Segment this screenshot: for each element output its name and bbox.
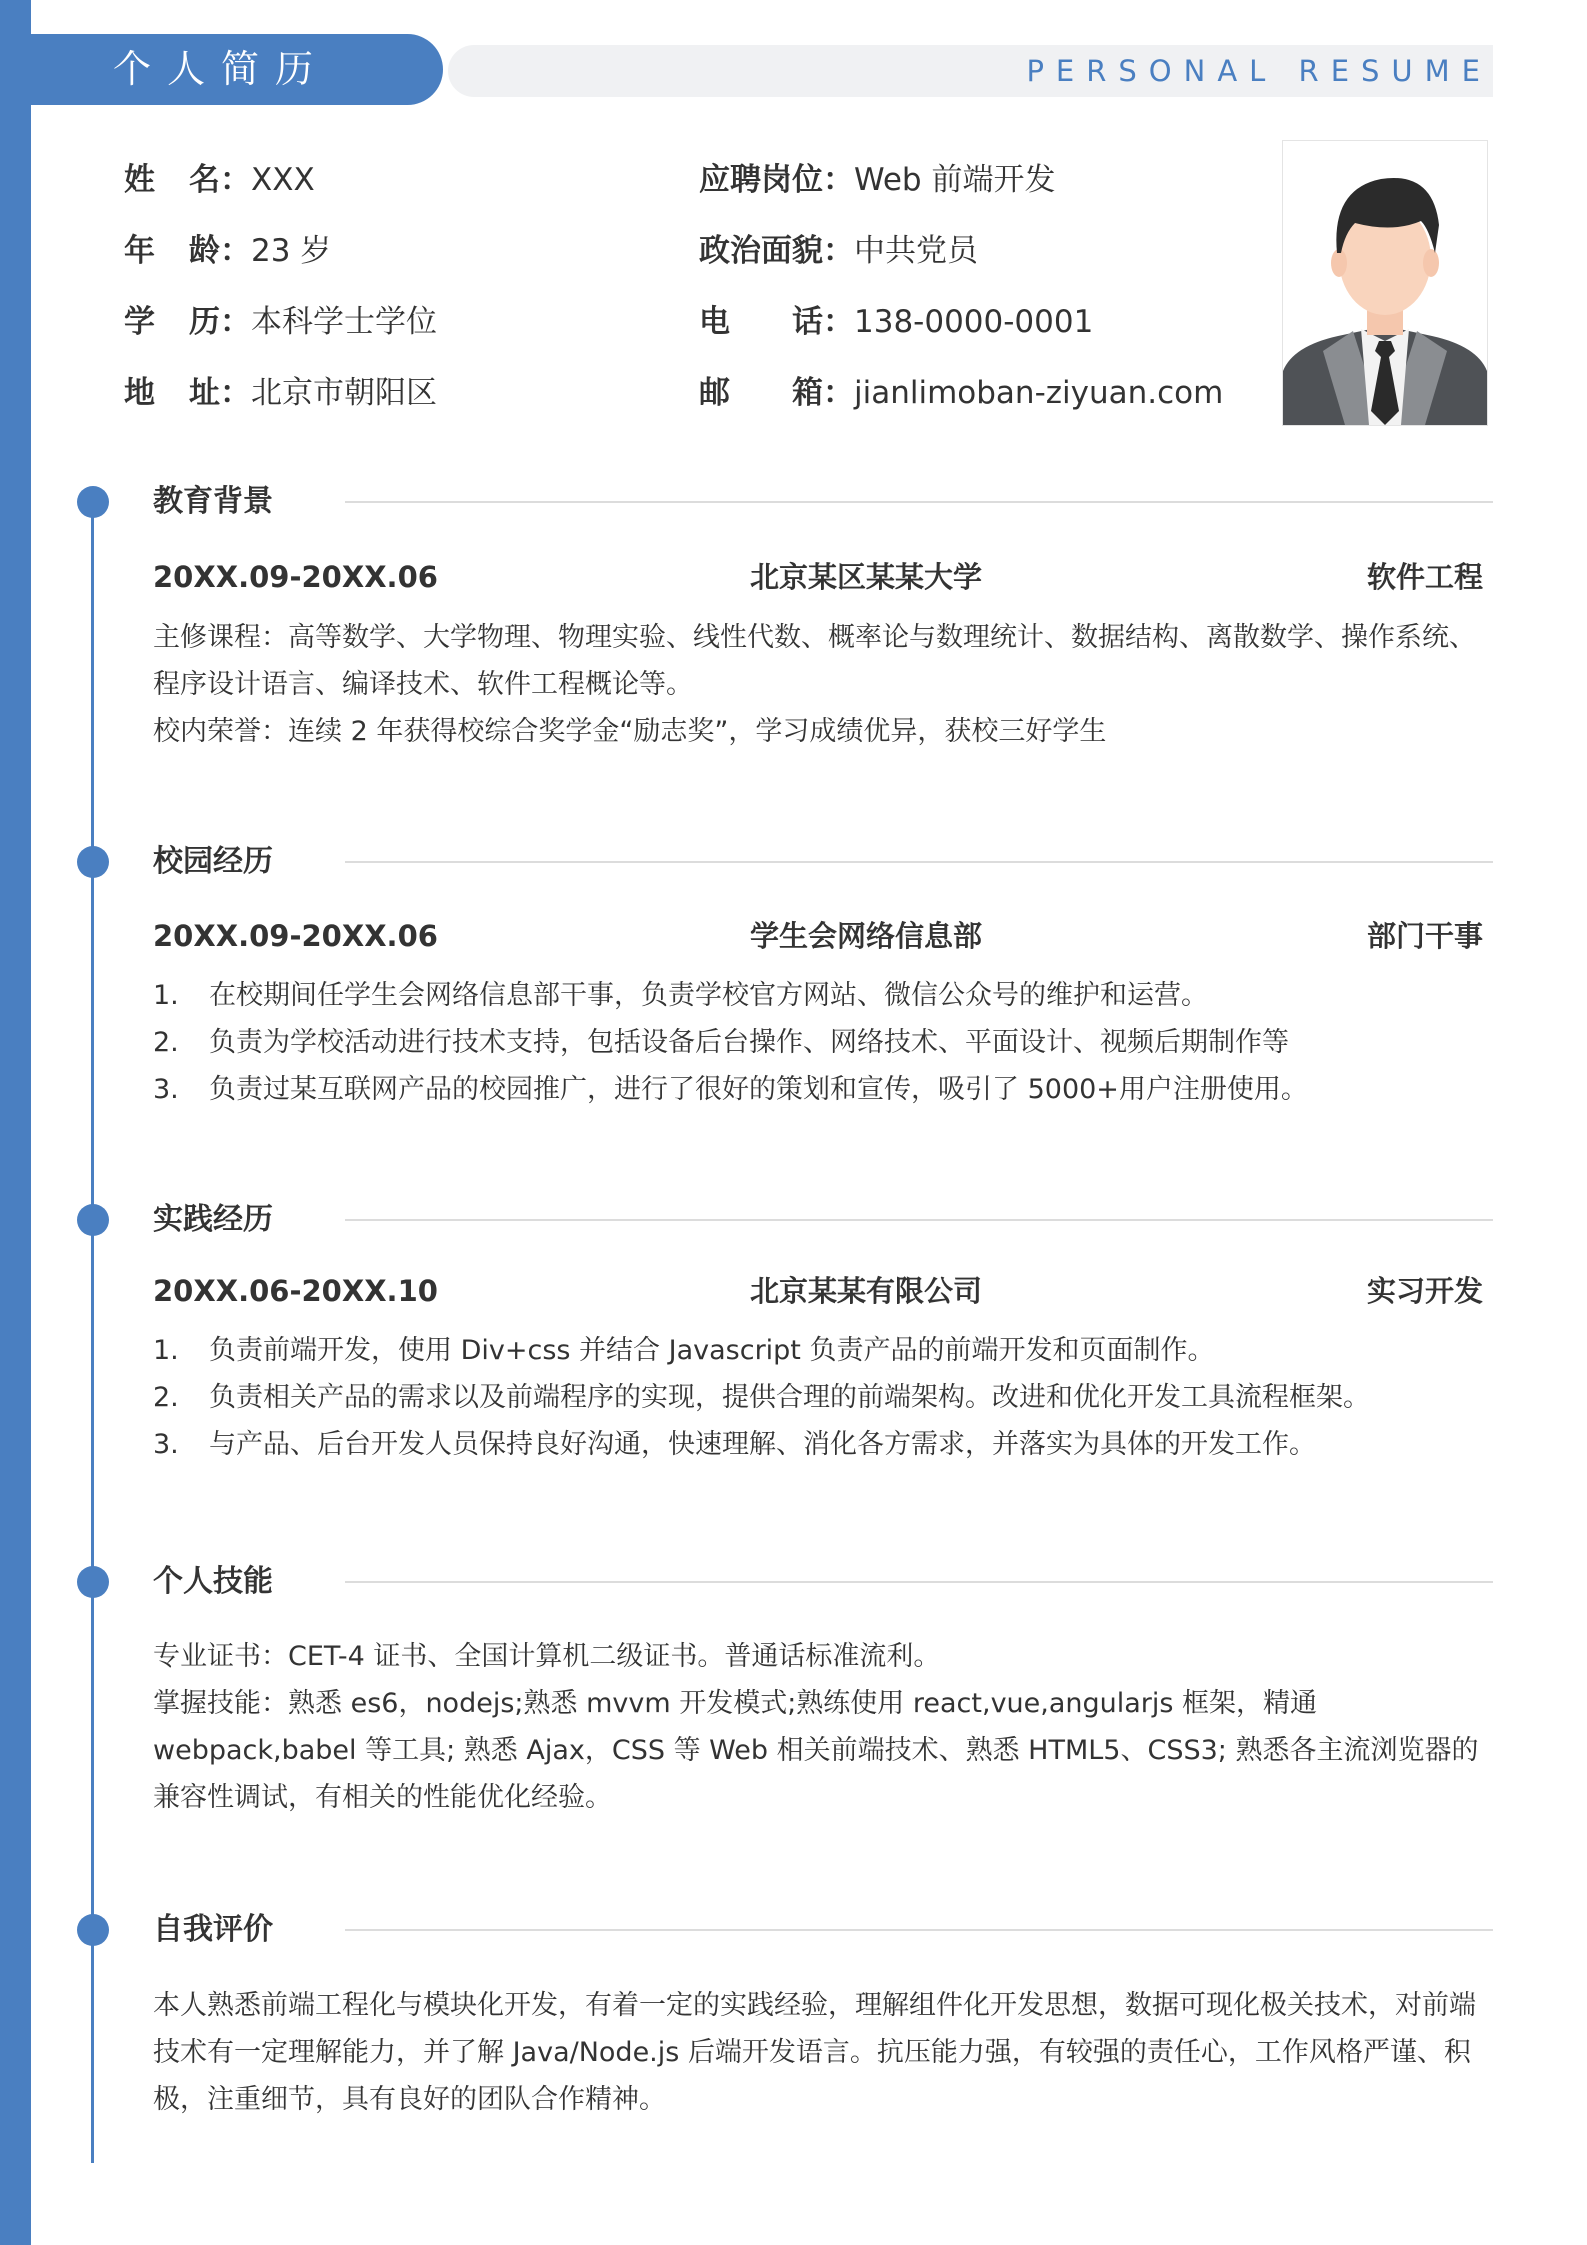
resume-subtitle: PERSONAL RESUME xyxy=(1026,54,1492,88)
self-eval-text: 本人熟悉前端工程化与模块化开发，有着一定的实践经验，理解组件化开发思想，数据可现化极关技术，对前端技术有一定理解能力，并了解 Java/Node.js 后端开发语言。抗压能力强，有较强的责任心，工作风格严谨、积极，注重细节，具有良好的团队合作精神。 xyxy=(153,1990,1476,2115)
practice-org: 北京某某有限公司 xyxy=(750,1274,983,1308)
list-item: 1. 负责前端开发，使用 Div+css 并结合 Javascript 负责产品的前端开发和页面制作。 xyxy=(153,1335,1215,1366)
education-value: 本科学士学位 xyxy=(251,304,437,340)
section-divider xyxy=(345,1581,1493,1583)
profile-address: 地 址 ：北京市朝阳区 xyxy=(124,375,437,411)
profile-email: 邮 箱 ：jianlimoban-ziyuan.com xyxy=(699,375,1224,411)
education-date: 20XX.09-20XX.06 xyxy=(153,560,438,594)
self-eval-title: 自我评价 xyxy=(153,1912,273,1947)
age-value: 23 岁 xyxy=(251,233,332,269)
skills-details xyxy=(153,1633,1485,1821)
section-divider xyxy=(345,1219,1493,1221)
education-major: 软件工程 xyxy=(1366,560,1483,594)
section-dot xyxy=(77,1914,109,1946)
profile-politics: 政治面貌：中共党员 xyxy=(699,233,978,269)
education-courses: 主修课程：高等数学、大学物理、物理实验、线性代数、概率论与数理统计、数据结构、离散数学、操作系统、程序设计语言、编译技术、软件工程概论等。 xyxy=(153,622,1476,700)
profile-position: 应聘岗位：Web 前端开发 xyxy=(699,162,1056,198)
position-value: Web 前端开发 xyxy=(854,162,1056,198)
profile-age: 年 龄 ：23 岁 xyxy=(124,233,332,269)
skills-abilities: 掌握技能：熟悉 es6，nodejs;熟悉 mvvm 开发模式;熟练使用 react,vue,angularjs 框架，精通 webpack,babel 等工具; 熟悉 Ajax，CSS 等 Web 相关前端技术、熟悉 HTML5、CSS3; 熟悉各主流浏览器的兼容性调试，有相关的性能优化经验。 xyxy=(153,1688,1479,1813)
education-details xyxy=(153,614,1485,755)
practice-list xyxy=(153,1327,1485,1468)
practice-role: 实习开发 xyxy=(1366,1274,1483,1308)
name-value: XXX xyxy=(251,162,315,198)
profile-phone: 电 话 ：138-0000-0001 xyxy=(699,304,1094,340)
campus-title: 校园经历 xyxy=(153,844,273,879)
section-dot xyxy=(77,1204,109,1236)
address-value: 北京市朝阳区 xyxy=(251,375,437,411)
skills-certs: 专业证书：CET-4 证书、全国计算机二级证书。普通话标准流利。 xyxy=(153,1641,941,1672)
practice-date: 20XX.06-20XX.10 xyxy=(153,1274,438,1308)
section-divider xyxy=(345,501,1493,503)
section-dot xyxy=(77,1566,109,1598)
section-dot xyxy=(77,846,109,878)
profile-name: 姓 名 ：XXX xyxy=(124,162,315,198)
list-item: 2. 负责相关产品的需求以及前端程序的实现，提供合理的前端架构。改进和优化开发工具流程框架。 xyxy=(153,1382,1370,1413)
section-divider xyxy=(345,861,1493,863)
campus-list xyxy=(153,972,1485,1113)
profile-education: 学 历 ：本科学士学位 xyxy=(124,304,437,340)
list-item: 1. 在校期间任学生会网络信息部干事，负责学校官方网站、微信公众号的维护和运营。 xyxy=(153,980,1208,1011)
phone-value: 138-0000-0001 xyxy=(854,304,1094,340)
email-value: jianlimoban-ziyuan.com xyxy=(854,375,1224,411)
avatar-icon xyxy=(1283,141,1487,425)
skills-title: 个人技能 xyxy=(153,1564,273,1599)
section-dot xyxy=(77,486,109,518)
practice-title: 实践经历 xyxy=(153,1202,273,1237)
education-school: 北京某区某某大学 xyxy=(750,560,983,594)
campus-date: 20XX.09-20XX.06 xyxy=(153,919,438,953)
section-divider xyxy=(345,1929,1493,1931)
list-item: 3. 负责过某互联网产品的校园推广，进行了很好的策划和宣传，吸引了 5000+用户注册使用。 xyxy=(153,1074,1308,1105)
education-title: 教育背景 xyxy=(153,484,273,519)
politics-value: 中共党员 xyxy=(854,233,978,269)
list-item: 2. 负责为学校活动进行技术支持，包括设备后台操作、网络技术、平面设计、视频后期制作等 xyxy=(153,1027,1289,1058)
campus-role: 部门干事 xyxy=(1366,919,1483,953)
list-item: 3. 与产品、后台开发人员保持良好沟通，快速理解、消化各方需求，并落实为具体的开发工作。 xyxy=(153,1429,1316,1460)
education-honors: 校内荣誉：连续 2 年获得校综合奖学金“励志奖”，学习成绩优异，获校三好学生 xyxy=(153,716,1107,747)
left-accent-bar xyxy=(0,0,31,2245)
profile-photo xyxy=(1282,140,1488,426)
resume-title: 个人简历 xyxy=(0,34,443,105)
campus-org: 学生会网络信息部 xyxy=(750,919,983,953)
